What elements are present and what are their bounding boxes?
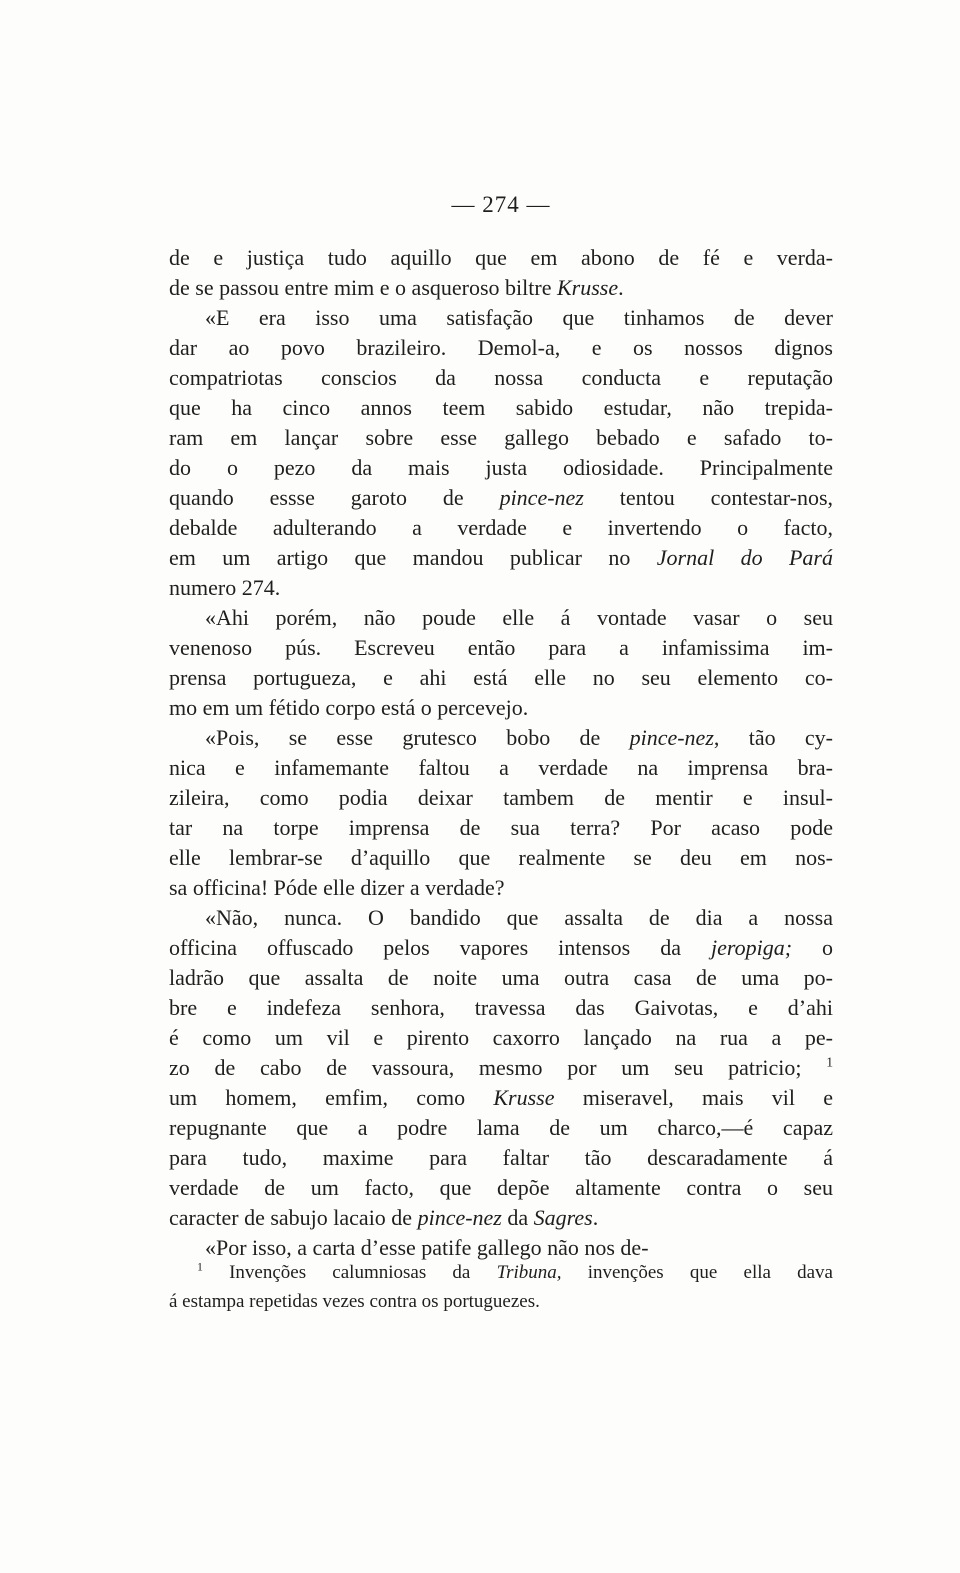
- text-segment: um homem, emfim, como: [169, 1085, 494, 1110]
- text-segment: de e justiça tudo aquillo que em abono de fé e verda-: [169, 245, 833, 270]
- paragraph: [169, 603, 833, 723]
- text-segment: nica e infamemante faltou a verdade na imprensa bra-: [169, 755, 833, 780]
- text-segment: quando essse garoto de: [169, 485, 500, 510]
- text-segment: mo em um fétido corpo está o percevejo.: [169, 695, 529, 720]
- text-line: [169, 1053, 833, 1083]
- text-segment: para tudo, maxime para faltar tão descaradamente á: [169, 1145, 833, 1170]
- text-line: [169, 453, 833, 483]
- footnote-reference: 1: [197, 1260, 203, 1274]
- text-segment: officina offuscado pelos vapores intensos da: [169, 935, 711, 960]
- text-segment: «Ahi porém, não poude elle á vontade vasar o seu: [205, 605, 833, 630]
- text-segment: á estampa repetidas vezes contra os portuguezes.: [169, 1291, 540, 1312]
- text-segment: pince-nez: [417, 1205, 502, 1230]
- text-line: [169, 333, 833, 363]
- text-line: [169, 993, 833, 1023]
- text-segment: bre e indefeza senhora, travessa das Gaivotas, e d’ahi: [169, 995, 833, 1020]
- text-line: [169, 603, 833, 633]
- text-line: [169, 483, 833, 513]
- text-segment: , tão cy-: [713, 725, 833, 750]
- text-line: [169, 873, 833, 903]
- text-segment: pince-nez: [499, 485, 584, 510]
- text-line: [169, 543, 833, 573]
- text-line: [169, 693, 833, 723]
- text-segment: venenoso pús. Escreveu então para a infamissima im-: [169, 635, 833, 660]
- text-segment: Krusse: [556, 275, 619, 300]
- text-segment: tentou contestar-nos,: [583, 485, 834, 510]
- text-line: [169, 903, 833, 933]
- text-line: [169, 513, 833, 543]
- text-line: [169, 423, 833, 453]
- text-segment: debalde adulterando a verdade e invertendo o facto,: [169, 515, 833, 540]
- paragraph: [169, 243, 833, 303]
- text-line: [169, 1083, 833, 1113]
- text-segment: em um artigo que mandou publicar no: [169, 545, 657, 570]
- text-segment: miseravel, mais vil e: [554, 1085, 833, 1110]
- text-segment: da: [501, 1205, 534, 1230]
- text-line: [169, 273, 833, 303]
- text-segment: jeropiga;: [710, 935, 793, 960]
- text-block: [169, 243, 833, 1263]
- text-line: [169, 1023, 833, 1053]
- paragraph: [169, 903, 833, 1233]
- text-segment: o: [792, 935, 833, 960]
- text-segment: compatriotas conscios da nossa conducta e reputação: [169, 365, 833, 390]
- text-line: [169, 363, 833, 393]
- footnote: [169, 1258, 833, 1316]
- text-segment: Jornal do Pará: [656, 545, 833, 570]
- text-segment: «Não, nunca. O bandido que assalta de dia a nossa: [205, 905, 833, 930]
- text-segment: invenções que ella dava: [561, 1262, 833, 1283]
- text-segment: «Pois, se esse grutesco bobo de: [205, 725, 630, 750]
- text-segment: pince-nez: [629, 725, 714, 750]
- text-segment: de se passou entre mim e o asqueroso biltre: [169, 275, 557, 300]
- paragraph: [169, 303, 833, 603]
- paragraph: [169, 723, 833, 903]
- text-segment: numero 274.: [169, 575, 281, 600]
- text-segment: .: [618, 275, 624, 300]
- text-segment: tar na torpe imprensa de sua terra? Por acaso pode: [169, 815, 833, 840]
- text-line: [169, 1258, 833, 1287]
- text-line: [169, 963, 833, 993]
- text-line: [169, 633, 833, 663]
- text-segment: zileira, como podia deixar tambem de mentir e insul-: [169, 785, 833, 810]
- text-segment: Krusse: [493, 1085, 555, 1110]
- text-line: [169, 753, 833, 783]
- text-segment: caracter de sabujo lacaio de: [169, 1205, 418, 1230]
- text-segment: verdade de um facto, que depõe altamente contra o seu: [169, 1175, 833, 1200]
- text-segment: do o pezo da mais justa odiosidade. Principalmente: [169, 455, 833, 480]
- text-line: [169, 393, 833, 423]
- text-line: [169, 303, 833, 333]
- text-line: [169, 573, 833, 603]
- text-segment: .: [592, 1205, 599, 1230]
- text-segment: repugnante que a podre lama de um charco,—é capaz: [169, 1115, 833, 1140]
- text-line: [169, 933, 833, 963]
- text-line: [169, 1287, 833, 1316]
- text-segment: que ha cinco annos teem sabido estudar, não trepida-: [169, 395, 833, 420]
- text-line: [169, 723, 833, 753]
- text-segment: «E era isso uma satisfação que tinhamos de dever: [205, 305, 833, 330]
- text-segment: ram em lançar sobre esse gallego bebado e safado to-: [169, 425, 833, 450]
- page-number: — 274 —: [451, 192, 551, 217]
- text-segment: Sagres: [533, 1205, 593, 1230]
- text-line: [169, 813, 833, 843]
- text-line: [169, 843, 833, 873]
- text-segment: Invenções calumniosas da: [202, 1262, 497, 1283]
- text-line: [169, 783, 833, 813]
- text-line: [169, 663, 833, 693]
- text-segment: «Por isso, a carta d’esse patife gallego não nos de-: [205, 1235, 649, 1260]
- text-line: [169, 1143, 833, 1173]
- text-segment: ladrão que assalta de noite uma outra casa de uma po-: [169, 965, 833, 990]
- text-segment: Tribuna,: [496, 1262, 562, 1283]
- text-line: [169, 1203, 833, 1233]
- text-segment: prensa portugueza, e ahi está elle no seu elemento co-: [169, 665, 833, 690]
- footnote-reference: 1: [826, 1054, 833, 1070]
- text-segment: sa officina! Póde elle dizer a verdade?: [169, 875, 505, 900]
- text-segment: dar ao povo brazileiro. Demol-a, e os nossos dignos: [169, 335, 833, 360]
- text-segment: zo de cabo de vassoura, mesmo por um seu patricio;: [169, 1055, 827, 1080]
- text-segment: elle lembrar-se d’aquillo que realmente se deu em nos-: [169, 845, 833, 870]
- text-line: [169, 1173, 833, 1203]
- text-segment: é como um vil e pirento caxorro lançado na rua a pe-: [169, 1025, 833, 1050]
- text-line: [169, 243, 833, 273]
- text-line: [169, 1113, 833, 1143]
